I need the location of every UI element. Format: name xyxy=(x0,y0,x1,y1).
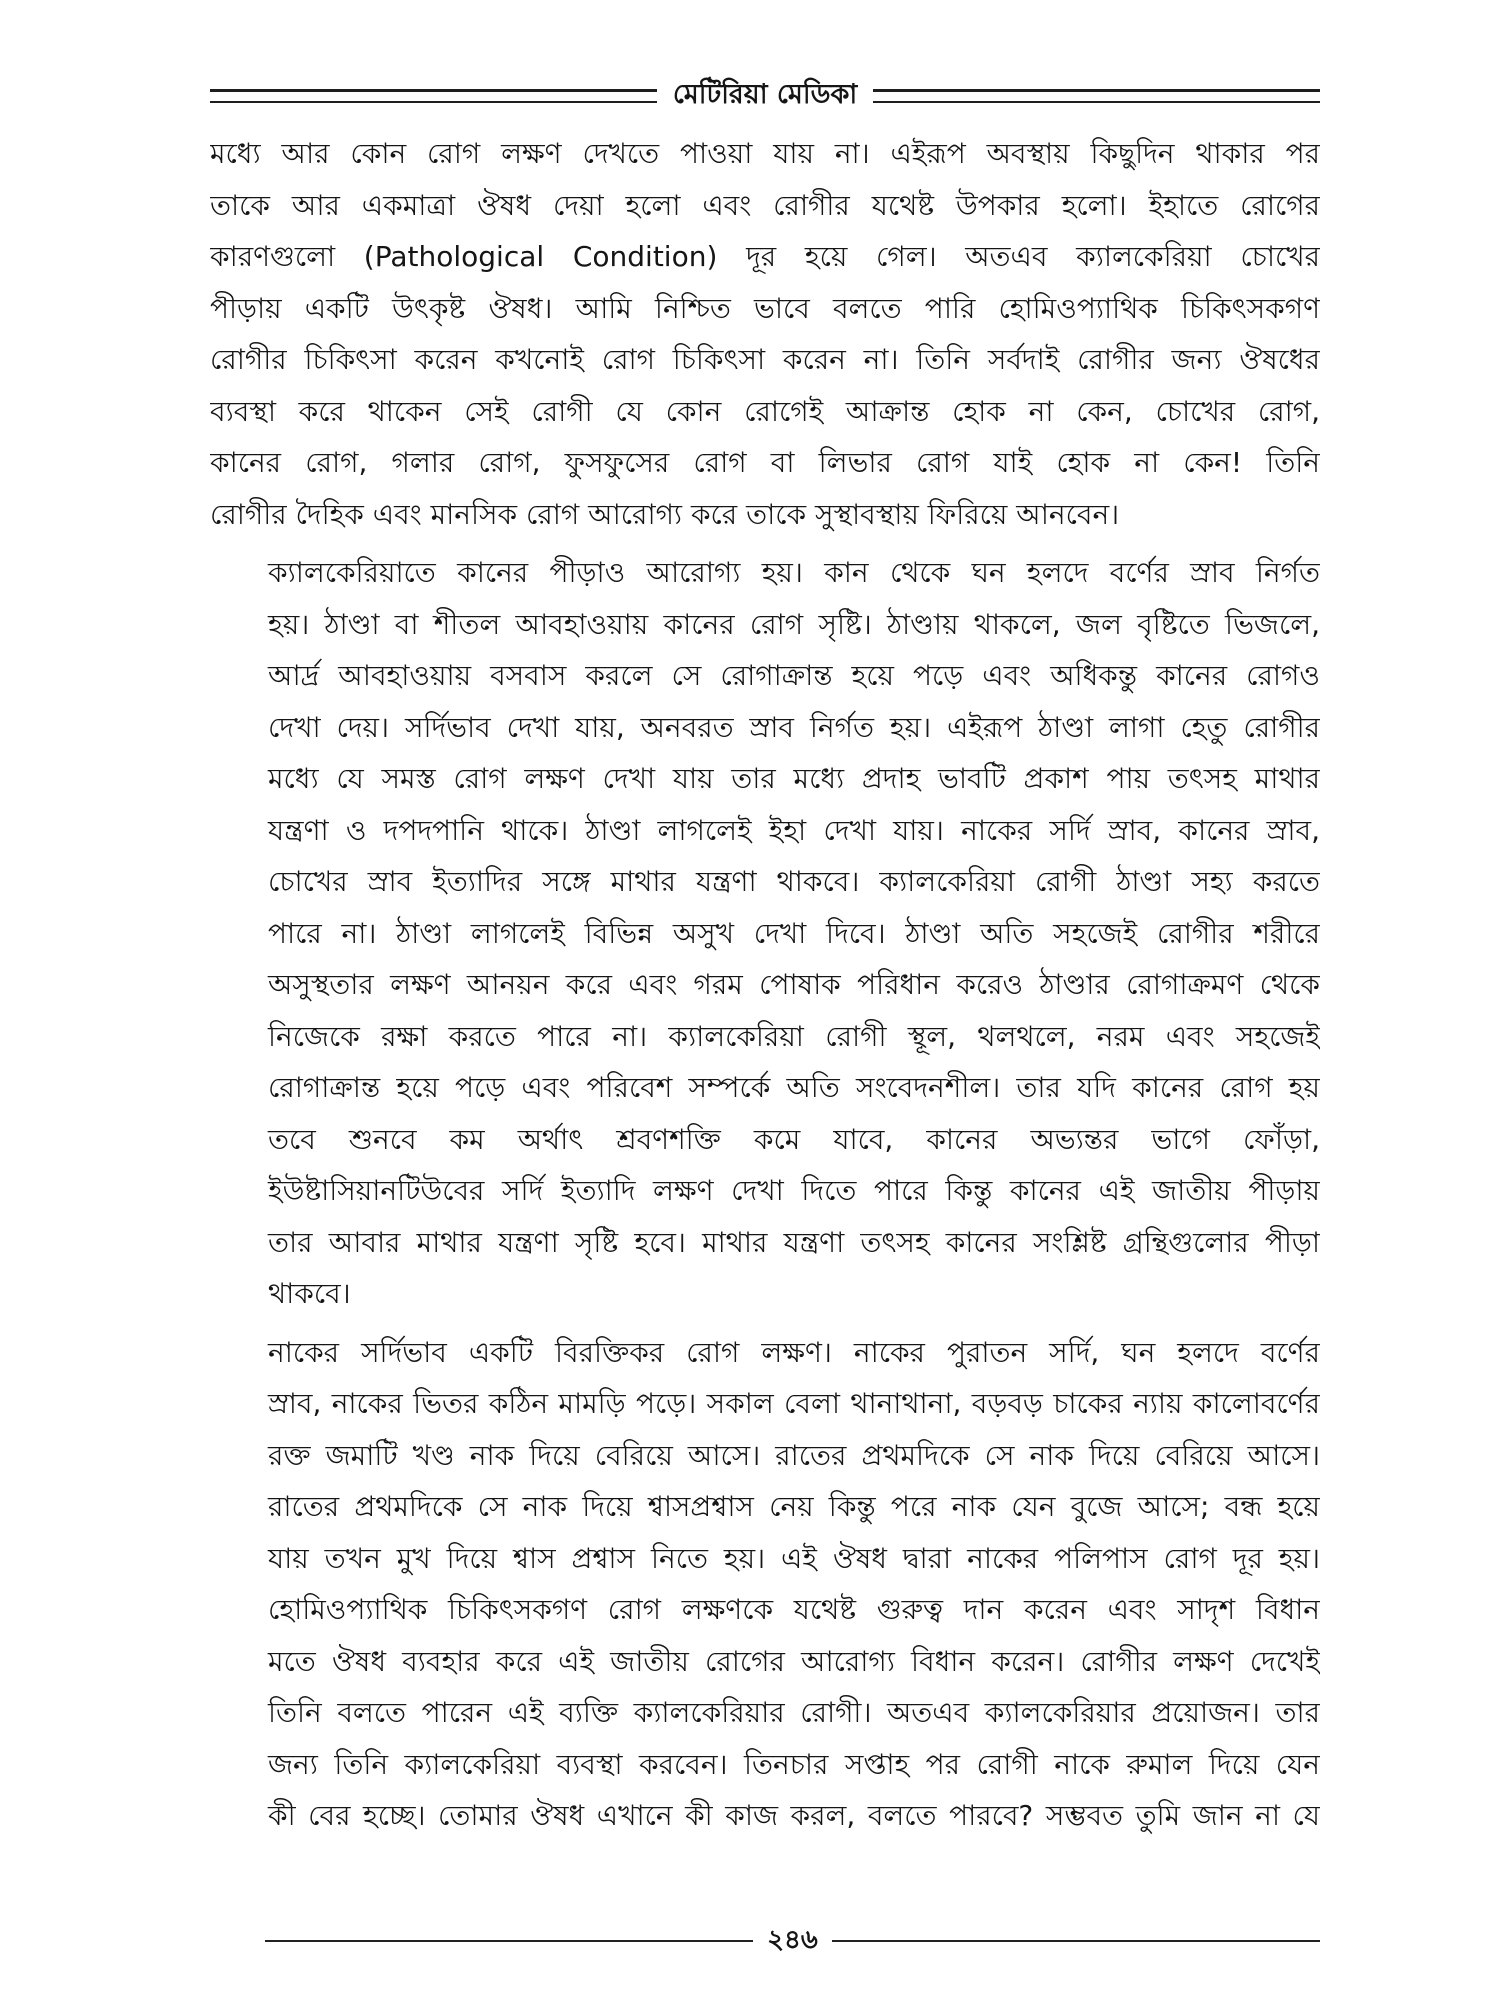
text-line: তিনি বলতে পারেন এই ব্যক্তি ক্যালকেরিয়ার রোগী। অতএব ক্যালকেরিয়ার প্রয়োজন। তার xyxy=(268,1696,1320,1729)
text-line: কারণগুলো (Pathological Condition) দূর হয়ে গেল। অতএব ক্যালকেরিয়া চোখের xyxy=(210,240,1320,273)
text-line: রোগীর চিকিৎসা করেন কখনোই রোগ চিকিৎসা করেন না। তিনি সর্বদাই রোগীর জন্য ঔষধের xyxy=(210,343,1320,376)
text-line: দেখা দেয়। সর্দিভাব দেখা যায়, অনবরত স্রাব নির্গত হয়। এইরূপ ঠাণ্ডা লাগা হেতু রোগীর xyxy=(268,710,1320,744)
text-line: রোগীর দৈহিক এবং মানসিক রোগ আরোগ্য করে তাকে সুস্থাবস্থায় ফিরিয়ে আনবেন। xyxy=(210,497,1120,531)
text-line: নাকের সর্দিভাব একটি বিরক্তিকর রোগ লক্ষণ। নাকের পুরাতন সর্দি, ঘন হলদে বর্ণের xyxy=(268,1335,1320,1369)
text-line: মতে ঔষধ ব্যবহার করে এই জাতীয় রোগের আরোগ্য বিধান করেন। রোগীর লক্ষণ দেখেই xyxy=(268,1644,1320,1678)
text-line: পীড়ায় একটি উৎকৃষ্ট ঔষধ। আমি নিশ্চিত ভাবে বলতে পারি হোমিওপ্যাথিক চিকিৎসকগণ xyxy=(210,291,1320,325)
text-line: রাতের প্রথমদিকে সে নাক দিয়ে শ্বাসপ্রশ্বাস নেয় কিন্তু পরে নাক যেন বুজে আসে; বন্ধ হয়ে xyxy=(268,1490,1320,1523)
text-line: জন্য তিনি ক্যালকেরিয়া ব্যবস্থা করবেন। তিনচার সপ্তাহ পর রোগী নাকে রুমাল দিয়ে যেন xyxy=(268,1747,1320,1781)
text-line: কী বের হচ্ছে। তোমার ঔষধ এখানে কী কাজ করল, বলতে পারবে? সম্ভবত তুমি জান না যে xyxy=(268,1799,1320,1832)
running-header xyxy=(210,74,1320,118)
text-line: হোমিওপ্যাথিক চিকিৎসকগণ রোগ লক্ষণকে যথেষ্ট গুরুত্ব দান করেন এবং সাদৃশ বিধান xyxy=(268,1593,1320,1626)
paragraph xyxy=(210,128,1320,540)
text-line: চোখের স্রাব ইত্যাদির সঙ্গে মাথার যন্ত্রণা থাকবে। ক্যালকেরিয়া রোগী ঠাণ্ডা সহ্য করতে xyxy=(268,865,1320,898)
paragraph xyxy=(210,1327,1320,1842)
header-rule-left xyxy=(210,89,657,103)
text-line: যায় তখন মুখ দিয়ে শ্বাস প্রশ্বাস নিতে হয়। এই ঔষধ দ্বারা নাকের পলিপাস রোগ দূর হয়। xyxy=(268,1541,1320,1575)
page-body xyxy=(210,128,1320,1898)
header-rule-right xyxy=(873,89,1320,103)
running-title: মেটিরিয়া মেডিকা xyxy=(672,78,858,110)
text-line: তাকে আর একমাত্রা ঔষধ দেয়া হলো এবং রোগীর যথেষ্ট উপকার হলো। ইহাতে রোগের xyxy=(210,188,1320,222)
text-line: পারে না। ঠাণ্ডা লাগলেই বিভিন্ন অসুখ দেখা দিবে। ঠাণ্ডা অতি সহজেই রোগীর শরীরে xyxy=(268,916,1320,950)
text-line: রোগাক্রান্ত হয়ে পড়ে এবং পরিবেশ সম্পর্কে অতি সংবেদনশীল। তার যদি কানের রোগ হয় xyxy=(268,1071,1320,1104)
text-line: অসুস্থতার লক্ষণ আনয়ন করে এবং গরম পোষাক পরিধান করেও ঠাণ্ডার রোগাক্রমণ থেকে xyxy=(268,968,1320,1001)
text-line: নিজেকে রক্ষা করতে পারে না। ক্যালকেরিয়া রোগী স্থূল, থলথলে, নরম এবং সহজেই xyxy=(268,1019,1320,1053)
footer-rule-right xyxy=(832,1940,1320,1942)
text-line: যন্ত্রণা ও দপদপানি থাকে। ঠাণ্ডা লাগলেই ইহা দেখা যায়। নাকের সর্দি স্রাব, কানের স্রাব, xyxy=(268,813,1320,847)
text-line: আর্দ্র আবহাওয়ায় বসবাস করলে সে রোগাক্রান্ত হয়ে পড়ে এবং অধিকন্তু কানের রোগও xyxy=(268,659,1320,692)
text-line: ব্যবস্থা করে থাকেন সেই রোগী যে কোন রোগেই আক্রান্ত হোক না কেন, চোখের রোগ, xyxy=(210,394,1320,428)
text-line: ক্যালকেরিয়াতে কানের পীড়াও আরোগ্য হয়। কান থেকে ঘন হলদে বর্ণের স্রাব নির্গত xyxy=(268,556,1320,589)
paragraph xyxy=(210,547,1320,1320)
text-line: তবে শুনবে কম অর্থাৎ শ্রবণশক্তি কমে যাবে, কানের অভ্যন্তর ভাগে ফোঁড়া, xyxy=(268,1122,1320,1156)
text-line: ইউষ্টাসিয়ানটিউবের সর্দি ইত্যাদি লক্ষণ দেখা দিতে পারে কিন্তু কানের এই জাতীয় পীড়ায় xyxy=(268,1174,1320,1207)
text-line: তার আবার মাথার যন্ত্রণা সৃষ্টি হবে। মাথার যন্ত্রণা তৎসহ কানের সংশ্লিষ্ট গ্রন্থিগুলোর পীড়া xyxy=(268,1225,1320,1259)
page-number: ২৪৬ xyxy=(767,1925,818,1955)
text-line: থাকবে। xyxy=(268,1277,351,1310)
text-line: হয়। ঠাণ্ডা বা শীতল আবহাওয়ায় কানের রোগ সৃষ্টি। ঠাণ্ডায় থাকলে, জল বৃষ্টিতে ভিজলে, xyxy=(268,607,1320,641)
footer-rule-left xyxy=(265,1940,753,1942)
text-line: স্রাব, নাকের ভিতর কঠিন মামড়ি পড়ে। সকাল বেলা থানাথানা, বড়বড় চাকের ন্যায় কালোবর্ণের xyxy=(268,1387,1320,1420)
text-line: রক্ত জমাটি খণ্ড নাক দিয়ে বেরিয়ে আসে। রাতের প্রথমদিকে সে নাক দিয়ে বেরিয়ে আসে। xyxy=(268,1438,1320,1472)
text-line: মধ্যে আর কোন রোগ লক্ষণ দেখতে পাওয়া যায় না। এইরূপ অবস্থায় কিছুদিন থাকার পর xyxy=(210,137,1320,170)
page-footer xyxy=(265,1922,1320,1960)
text-line: মধ্যে যে সমস্ত রোগ লক্ষণ দেখা যায় তার মধ্যে প্রদাহ ভাবটি প্রকাশ পায় তৎসহ মাথার xyxy=(268,762,1320,795)
text-line: কানের রোগ, গলার রোগ, ফুসফুসের রোগ বা লিভার রোগ যাই হোক না কেন! তিনি xyxy=(210,446,1320,479)
